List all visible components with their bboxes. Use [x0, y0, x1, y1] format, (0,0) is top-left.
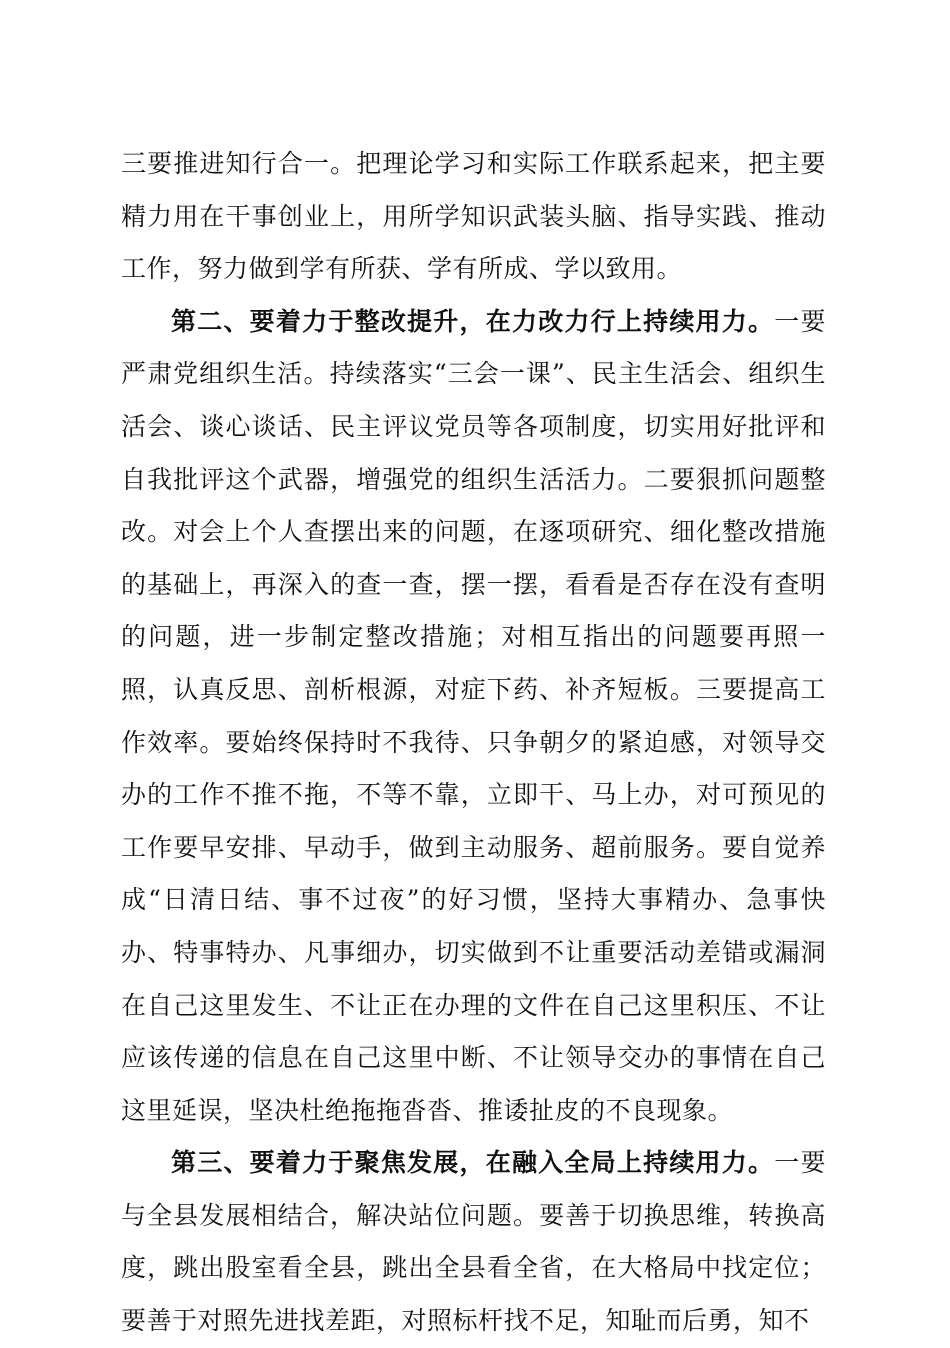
paragraph-1-text: 三要推进知行合一。把理论学习和实际工作联系起来，把主要精力用在干事创业上，用所学知识武装头脑、指导实践、推动工作，努力做到学有所获、学有所成、学以致用。 [121, 149, 826, 284]
document-body [121, 138, 826, 1348]
paragraph-1 [121, 138, 826, 296]
paragraph-3 [121, 1137, 826, 1347]
paragraph-3-text: 一要与全县发展相结合，解决站位问题。要善于切换思维，转换高度，跳出股室看全县，跳出全县看全省，在大格局中找定位；要善于对照先进找差距，对照标杆找不足，知耻而后勇，知不 [121, 1148, 826, 1336]
paragraph-2-heading: 第二、要着力于整改提升，在力改力行上持续用力。 [171, 306, 775, 336]
paragraph-3-heading: 第三、要着力于聚焦发展，在融入全局上持续用力。 [171, 1148, 775, 1178]
paragraph-2-text: 一要严肃党组织生活。持续落实“三会一课”、民主生活会、组织生活会、谈心谈话、民主评议党员等各项制度，切实用好批评和自我批评这个武器，增强党的组织生活活力。二要狠抓问题整改。对会上个人查摆出来的问题，在逐项研究、细化整改措施的基础上，再深入的查一查，摆一摆，看看是否存在没有查明的问题，进一步制定整改措施；对相互指出的问题要再照一照，认真反思、剖析根源，对症下药、补齐短板。三要提高工作效率。要始终保持时不我待、只争朝夕的紧迫感，对领导交办的工作不推不拖，不等不靠，立即干、马上办，对可预见的工作要早安排、早动手，做到主动服务、超前服务。要自觉养成“日清日结、事不过夜”的好习惯，坚持大事精办、急事快办、特事特办、凡事细办，切实做到不让重要活动差错或漏洞在自己这里发生、不让正在办理的文件在自己这里积压、不让应该传递的信息在自己这里中断、不让领导交办的事情在自己这里延误，坚决杜绝拖拖沓沓、推诿扯皮的不良现象。 [121, 306, 826, 1125]
paragraph-2 [121, 296, 826, 1138]
